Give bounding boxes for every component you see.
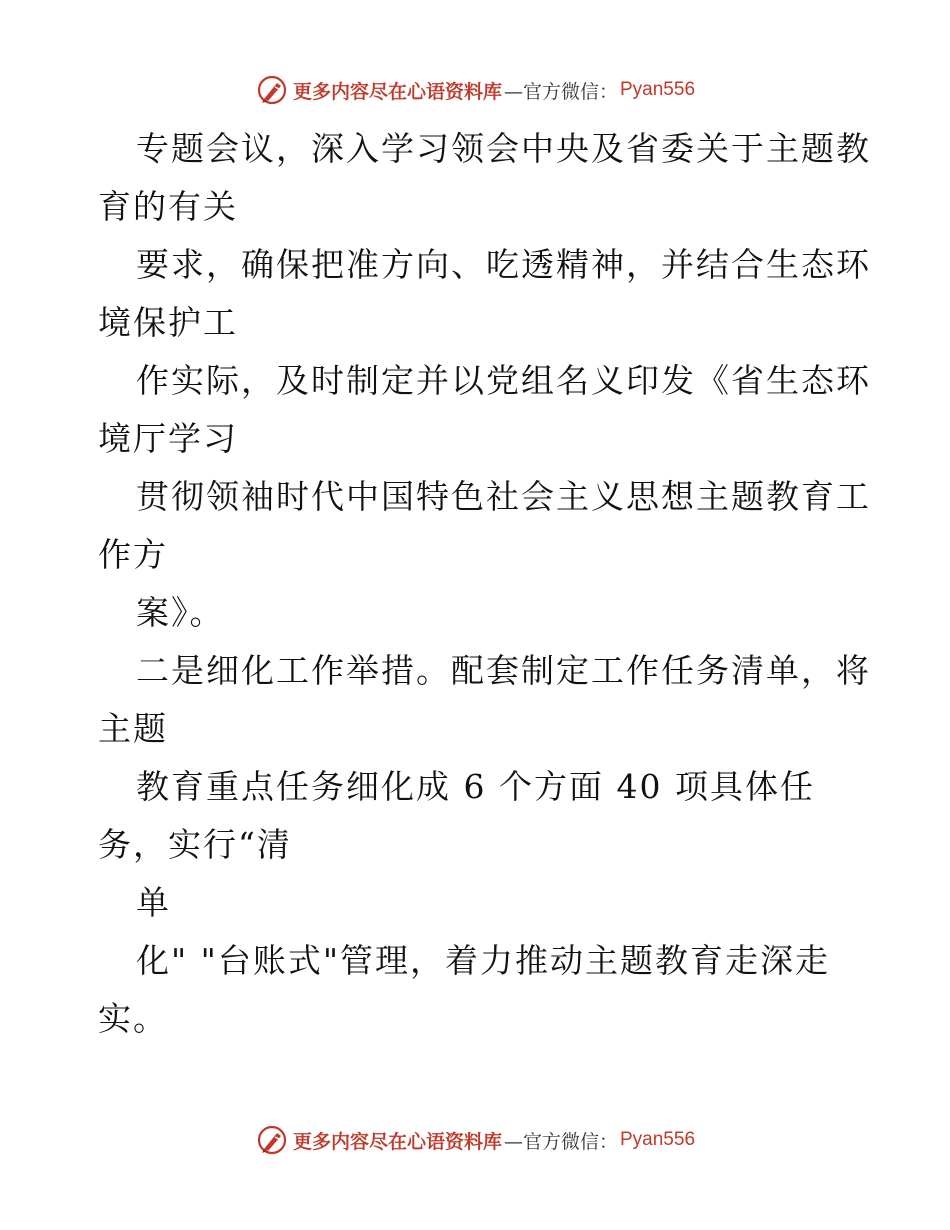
body-line: 境保护工 xyxy=(98,303,238,342)
banner-dash-text: —官方微信： xyxy=(503,80,618,103)
banner-account: Pyan556 xyxy=(620,1129,696,1150)
banner-main-text: 更多内容尽在心语资料库 xyxy=(292,1130,502,1153)
body-line: 单 xyxy=(136,883,171,922)
body-line: 案》。 xyxy=(136,593,225,632)
body-line: 育的有关 xyxy=(98,187,238,226)
body-line: 二是细化工作举措。配套制定工作任务清单，将 xyxy=(136,651,871,690)
body-line: 贯彻领袖时代中国特色社会主义思想主题教育工 xyxy=(136,477,871,516)
pen-nib-logo-icon xyxy=(255,1123,289,1157)
body-line: 化" "台账式"管理，着力推动主题教育走深走 xyxy=(136,941,831,980)
body-line: 要求，确保把准方向、吃透精神，并结合生态环 xyxy=(136,245,871,284)
pen-nib-logo-icon xyxy=(255,73,289,107)
body-line: 作实际，及时制定并以党组名义印发《省生态环 xyxy=(136,361,871,400)
body-line: 务，实行“清 xyxy=(98,825,292,864)
body-line: 作方 xyxy=(98,535,168,574)
banner-dash-text: —官方微信： xyxy=(503,1130,618,1153)
body-line: 主题 xyxy=(98,709,168,748)
footer-banner xyxy=(0,1120,950,1160)
banner-main-text: 更多内容尽在心语资料库 xyxy=(292,80,502,103)
body-line: 教育重点任务细化成 6 个方面 40 项具体任 xyxy=(136,767,815,806)
body-line: 境厅学习 xyxy=(98,419,238,458)
banner-account: Pyan556 xyxy=(620,79,696,100)
body-line: 实。 xyxy=(98,999,168,1038)
body-line: 专题会议，深入学习领会中央及省委关于主题教 xyxy=(136,129,871,168)
header-banner xyxy=(0,70,950,110)
document-body xyxy=(98,120,871,1048)
